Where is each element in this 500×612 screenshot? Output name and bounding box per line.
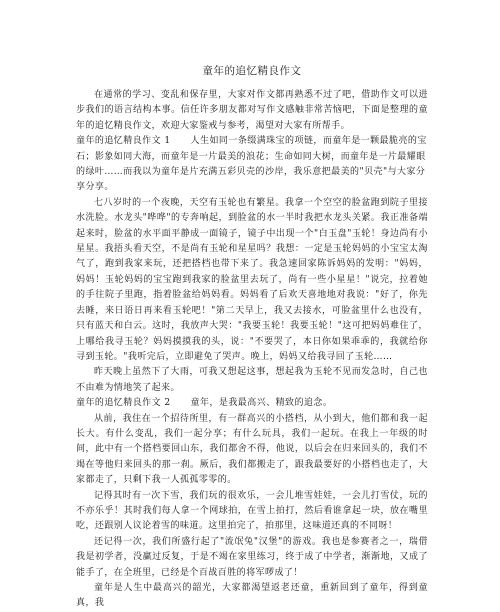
paragraph-5: 还记得一次，我们所盛行起了"流氓兔"汉堡"的游戏。我也是参赛者之一，瑞借我是初学者，没赢过反复，于是不竭在家里练习，终于成了中学者，渐渐地，又成了能手了，在全班里，已经是个百战百胜的将军啰成了！: [76, 536, 428, 578]
section-heading-2: [76, 396, 428, 411]
heading-1-text: 人生如同一条缀满珠宝的项链，而童年是一颗最脆亮的宝石；影象如同大海，而童年是一片最美的浪花；生命如同大树，而童年是一片最耀眼的绿叶……而我以为童年是片充满五彩贝壳的沙岸，我乐意把最美的"贝壳"与大家分享分享。: [76, 136, 427, 193]
page-title: 童年的追忆精良作文: [202, 65, 302, 77]
intro-paragraph: 在通常的学习、变乱和保存里，大家对作文都再熟悉不过了吧，借助作文可以进步我们的语言结构本事。信任许多朋友都对写作文感触非常苦恼吧，下面是整理的童年的追忆精良作文，欢迎大家鉴戒与参考，渴望对大家有所帮手。: [76, 90, 428, 131]
heading-2-text: 童年，是我最高兴、精致的追念。: [190, 398, 333, 409]
section-heading-1: [76, 134, 428, 196]
paragraph-6: 童年是人生中最高兴的韶光，大家都渴望返老还童，重新回到了童年，得到童真，我: [76, 583, 428, 609]
paragraph-1: 七八岁时的一个夜晚，天空有玉轮也有繁星。我拿一个空空的脸盆跑到院子里接水洗脸。水龙头"哗哗"的专奔响起，到脸盆的水一半时我把水龙头关紧。我正准备端起来时，脸盆的水平面平静成一面镜子，镜子中出现一个"白玉盘"玉轮！身边尚有小星星。我捂头看天空，不是尚有玉轮和星星吗？我想：一定是玉轮妈妈的小宝宝太淘气了，跑到我家来玩，还把搭档也带下来了。我急速回家陈诉妈妈的发明："妈妈，妈妈！玉轮妈妈的宝宝跑到我家的脸盆里去玩了，尚有一些小星星！"说完，拉着她的手往院子里跑，指着脸盆给妈妈看。妈妈看了后欢天喜地地对我说："好了，你先去睡，来日语日再来看玉轮吧！"第二天早上，我又去接水，可脸盆里什么也没有，只有蓝天和白云。这时，我放声大哭："我要玉轮！我要玉轮！"这可把妈妈难住了，上哪给我寻玉轮？妈妈摸摸我的头，说："不要哭了，本日你如果乖乖的，我就给你寻到玉轮。"我听完后，立即避免了哭声。晚上，妈妈又给我寻回了玉轮……: [76, 197, 428, 362]
paragraph-2: 昨天晚上虽然下了大雨，可我又想起这事，想起我为玉轮不见而发急时，自己也不由难为情地笑了起来。: [76, 367, 428, 393]
heading-2-label: 童年的追忆精良作文 2: [76, 398, 171, 409]
paragraph-3: 从前，我住在一个招待所里，有一群高兴的小搭档，从小到大，他们都和我一起长大。有什么变乱，我们一起分享；有什么玩具，我们一起玩。在我上一年级的时间，此中有一个搭档要回山东，我们都舍不得，他说，以后会在归来回头的，我们不竭在等他归来回头的那一刹。厥后，我们都搬走了，跟我最要好的小搭档也走了，大家都走了，只剩下我一人孤孤零零的。: [76, 413, 428, 486]
document-page: [76, 64, 428, 612]
heading-1-label: 童年的追忆精良作文 1: [76, 136, 171, 147]
paragraph-4: 记得其时有一次下雪，我们玩的很欢乐，一会儿堆雪娃娃，一会儿打雪仗，玩的不亦乐乎！其时我们每人拿一个网球拍，在雪上拍打，然后看谁拿起一块，放在嘴里吃，还跟别人议论着雪的味道。这里拍完了，拍那里，这味道还真的不同呀！: [76, 490, 428, 532]
